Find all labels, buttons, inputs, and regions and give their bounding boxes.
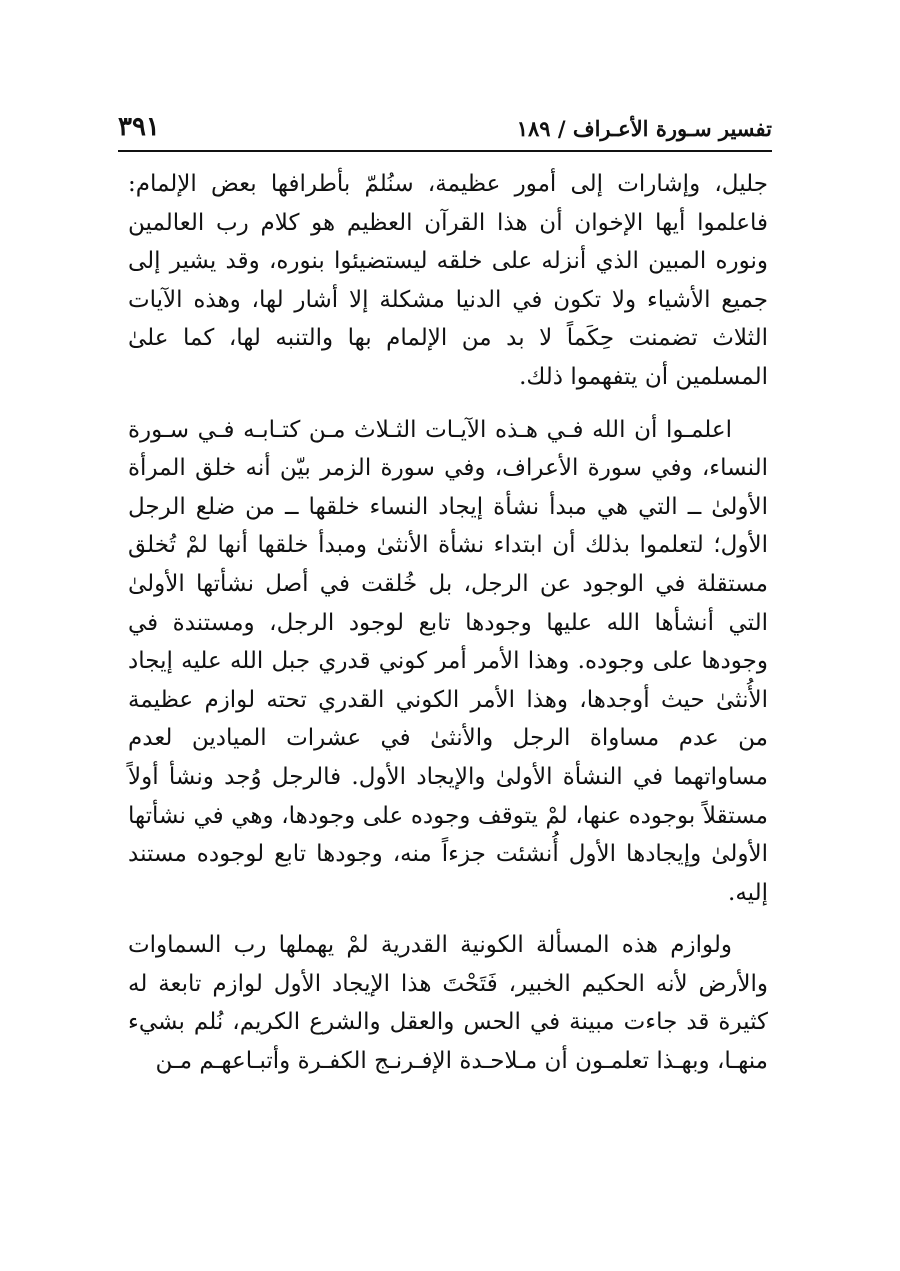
page-body bbox=[128, 165, 768, 1081]
paragraph-creation-of-woman: اعلمـوا أن الله فـي هـذه الآيـات الثـلاث مـن كتـابـه فـي سـورة النساء، وفي سورة الأعراف، وفي سورة الزمر بيّن أنه خلق المرأة الأولىٰ ــ التي هي مبدأ نشأة إيجاد النساء خلقها ــ من ضلع الرجل الأول؛ لتعلموا بذلك أن ابتداء نشأة الأنثىٰ ومبدأ خلقها أنها لمْ تُخلق مستقلة في الوجود عن الرجل، بل خُلقت في أصل نشأتها الأولىٰ التي أنشأها الله عليها وجودها تابع لوجود الرجل، ومستندة في وجودها على وجوده. وهذا الأمر أمر كوني قدري جبل الله عليه إيجاد الأُنثىٰ حيث أوجدها، وهذا الأمر الكوني القدري تحته لوازم عظيمة من عدم مساواة الرجل والأنثىٰ في عشرات الميادين لعدم مساواتهما في النشأة الأولىٰ والإيجاد الأول. فالرجل وُجد ونشأ أولاً مستقلاً بوجوده عنها، لمْ يتوقف وجوده على وجودها، وهي في نشأتها الأولىٰ وإيجادها الأول أُنشئت جزءاً منه، وجودها تابع لوجوده مستند إليه. bbox=[128, 416, 768, 906]
paragraph-continuation: جليل، وإشارات إلى أمور عظيمة، سنُلمّ بأطرافها بعض الإلمام: فاعلموا أيها الإخوان أن هذا القرآن العظيم هو كلام رب العالمين ونوره المبين الذي أنزله على خلقه ليستضيئوا بنوره، وقد يشير إلى جميع الأشياء ولا تكون في الدنيا مشكلة إلا أشار لها، وهذه الآيات الثلاث تضمنت حِكَماً لا بد من الإلمام بها والتنبه لها، كما علىٰ المسلمين أن يتفهموا ذلك. bbox=[128, 171, 768, 390]
paragraph-consequences: ولوازم هذه المسألة الكونية القدرية لمْ يهملها رب السماوات والأرض لأنه الحكيم الخبير، فَتَحْتَ هذا الإيجاد الأول لوازم تابعة له كثيرة قد جاءت مبينة في الحس والعقل والشرع الكريم، نُلم بشيء منهـا، وبهـذا تعلمـون أن مـلاحـدة الإفـرنـج الكفـرة وأتبـاعهـم مـن bbox=[128, 932, 768, 1075]
running-header-title: تفسير سـورة الأعـراف / ١٨٩ bbox=[516, 116, 772, 141]
running-header bbox=[118, 108, 772, 152]
page-number: ٣٩١ bbox=[118, 112, 160, 142]
header-divider bbox=[118, 150, 772, 152]
